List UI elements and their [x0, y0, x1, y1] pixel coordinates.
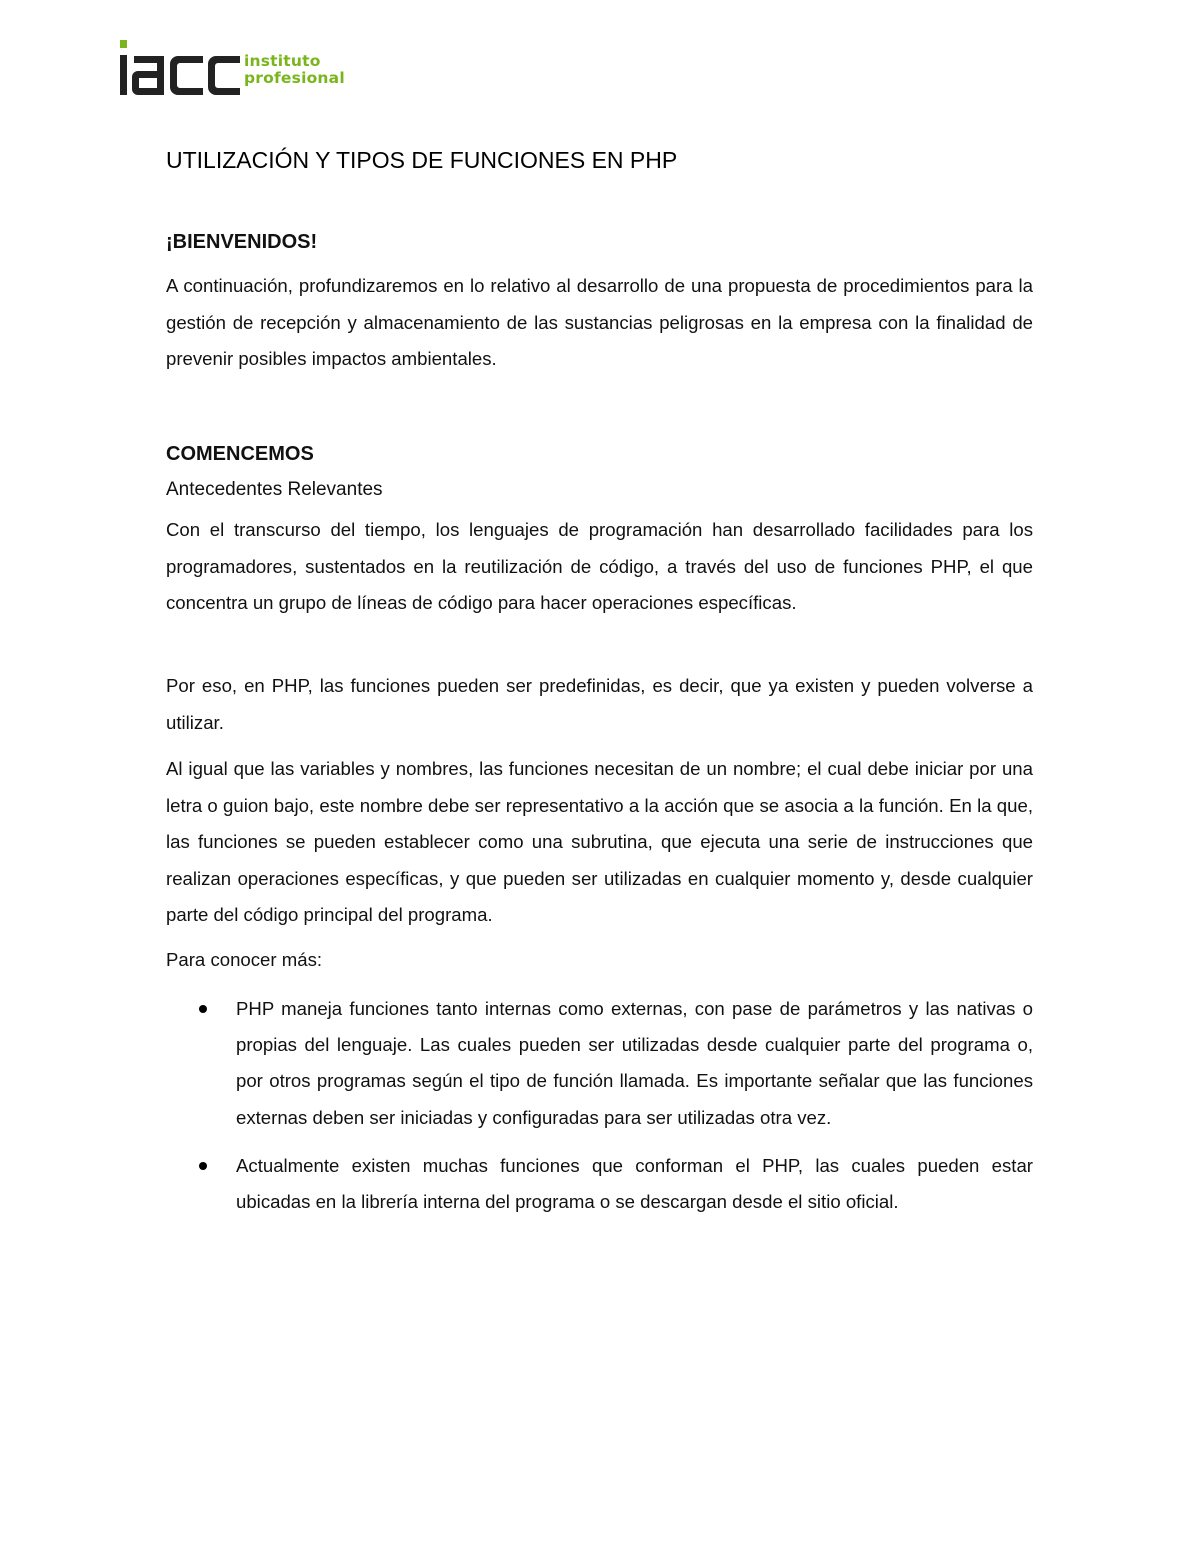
bullet-icon [199, 1005, 207, 1013]
intro-paragraph: A continuación, profundizaremos en lo relativo al desarrollo de una propuesta de procedimientos para la gestión de recepción y almacenamiento de las sustancias peligrosas en la empresa con la finalidad de prevenir posibles impactos ambientales. [166, 275, 1033, 369]
list-item [198, 1148, 1033, 1220]
paragraph-1: Con el transcurso del tiempo, los lenguajes de programación han desarrollado facilidades para los programadores, sustentados en la reutilización de código, a través del uso de funciones PHP, el que concentra un grupo de líneas de código para hacer operaciones específicas. [166, 519, 1033, 613]
section-subtitle: Antecedentes Relevantes [166, 479, 383, 500]
paragraph-3: Al igual que las variables y nombres, las funciones necesitan de un nombre; el cual debe iniciar por una letra o guion bajo, este nombre debe ser representativo a la acción que se asocia a la función. En la que, las funciones se pueden establecer como una subrutina, que ejecuta una serie de instrucciones que realizan operaciones específicas, y que pueden ser utilizadas en cualquier momento y, desde cualquier parte del código principal del programa. [166, 758, 1033, 925]
welcome-heading: ¡BIENVENIDOS! [166, 231, 318, 253]
document-title: UTILIZACIÓN Y TIPOS DE FUNCIONES EN PHP [166, 147, 678, 173]
bullet-text-2: Actualmente existen muchas funciones que conforman el PHP, las cuales pueden estar ubicadas en la librería interna del programa o se descargan desde el sitio oficial. [236, 1154, 1033, 1213]
paragraph-4: Para conocer más: [166, 949, 323, 970]
iacc-logo-mark [118, 38, 243, 100]
paragraph-2: Por eso, en PHP, las funciones pueden ser predefinidas, es decir, que ya existen y pueden volverse a utilizar. [166, 675, 1033, 733]
logo-line-1: instituto [244, 52, 321, 70]
logo-line-2: profesional [244, 69, 345, 87]
bullet-list [198, 991, 1033, 1232]
bullet-text-1: PHP maneja funciones tanto internas como externas, con pase de parámetros y las nativas o propias del lenguaje. Las cuales pueden ser utilizadas desde cualquier parte del programa o, por otros programas según el tipo de función llamada. Es importante señalar que las funciones externas deben ser iniciadas y configuradas para ser utilizadas otra vez. [236, 998, 1033, 1128]
start-heading: COMENCEMOS [166, 443, 314, 465]
list-item [198, 991, 1033, 1136]
iacc-logo [118, 38, 368, 100]
logo-caption [244, 53, 345, 87]
bullet-icon [199, 1162, 207, 1170]
